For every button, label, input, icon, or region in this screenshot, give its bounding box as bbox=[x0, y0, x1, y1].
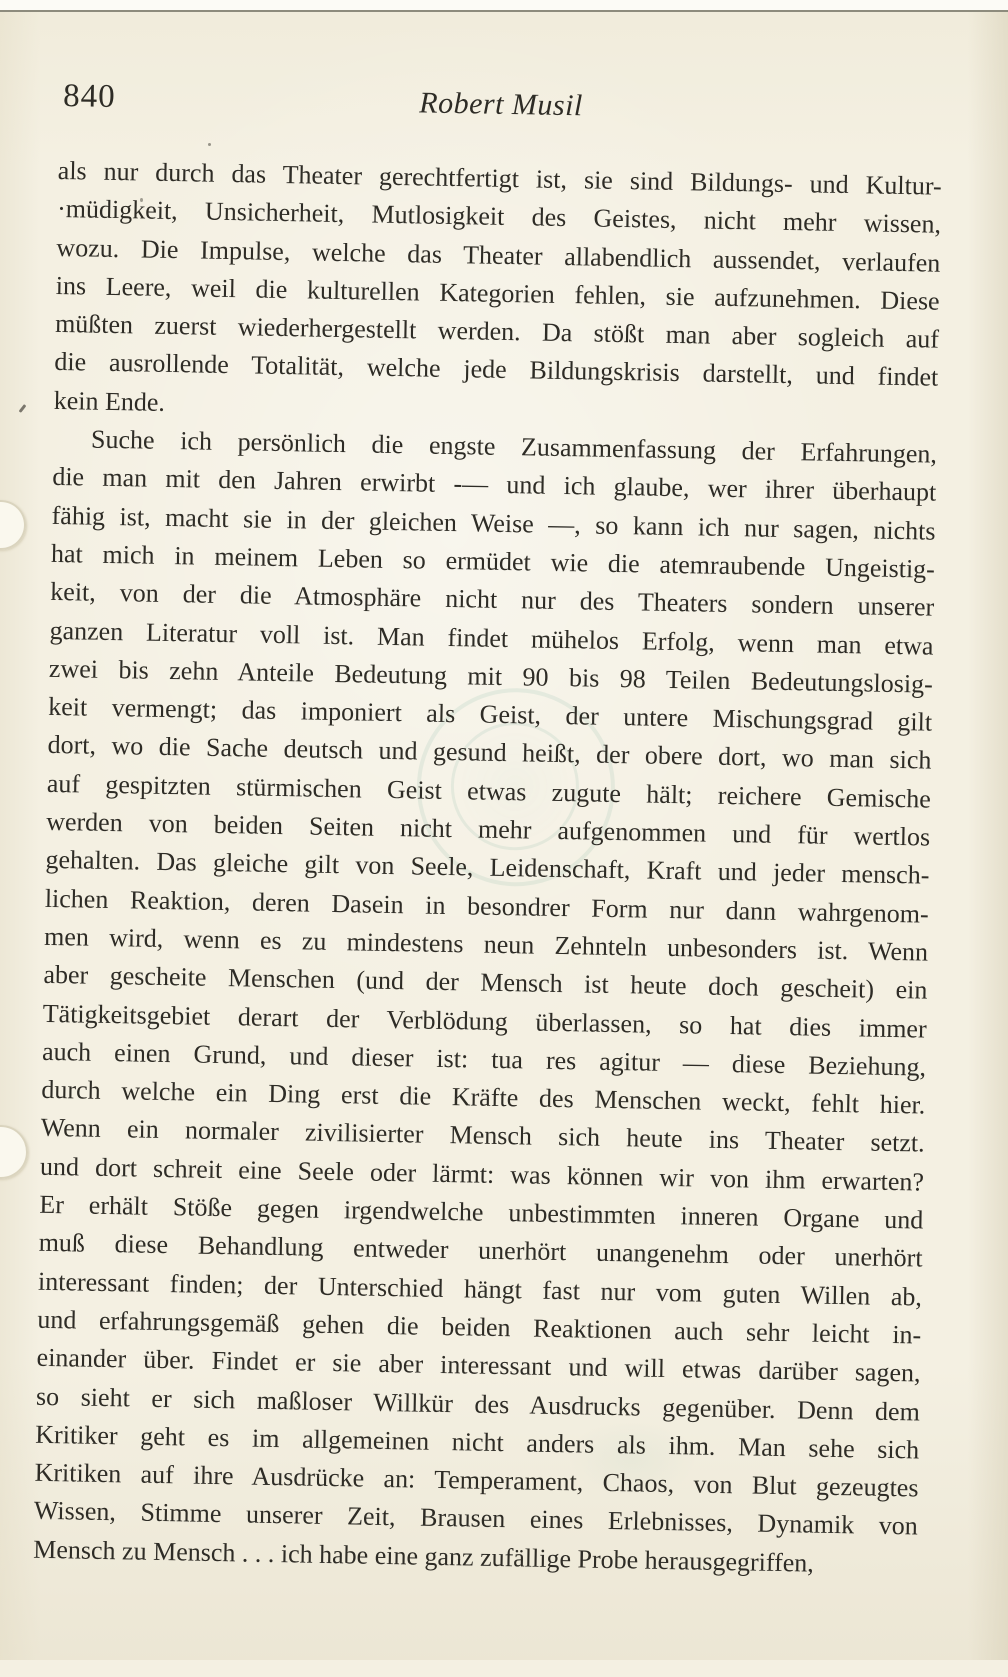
text-line: aber gescheite Menschen (und der Mensch ist heute doch gescheit) ein bbox=[43, 960, 928, 1005]
text-line: auch einen Grund, und dieser ist: tua res agitur — diese Beziehung, bbox=[41, 1036, 927, 1082]
text-line: müßten zuerst wiederhergestellt werden. Da stößt man aber sogleich auf bbox=[54, 309, 940, 354]
text-line: auf gespitzten stürmischen Geist etwas zugute hält; reichere Gemische bbox=[46, 768, 932, 814]
text-line: ·müdigkeit, Unsicherheit, Mutlosigkeit des Geistes, nicht mehr wissen, bbox=[56, 194, 942, 239]
text-line: keit, von der die Atmosphäre nicht nur des Theaters sondern unserer bbox=[50, 577, 935, 622]
text-line: interessant finden; der Unterschied hängt fast nur vom guten Willen ab, bbox=[37, 1266, 923, 1312]
text-line: durch welche ein Ding erst die Kräfte des Menschen weckt, fehlt hier. bbox=[41, 1074, 926, 1120]
text-line: zwei bis zehn Anteile Bedeutung mit 90 bis 98 Teilen Bedeutungslosig- bbox=[48, 653, 934, 699]
text-line: wozu. Die Impulse, welche das Theater allabendlich aussendet, verlaufen bbox=[56, 232, 941, 278]
text-line: die man mit den Jahren erwirbt -— und ich glaube, wer ihrer überhaupt bbox=[52, 462, 937, 508]
text-line: Tätigkeitsgebiet derart der Verblödung überlassen, so hat dies immer bbox=[42, 998, 927, 1044]
text-line: ganzen Literatur voll ist. Man findet mühelos Erfolg, wenn man etwa bbox=[49, 615, 934, 661]
text-line: und erfahrungsgemäß gehen die beiden Reaktionen auch sehr leicht in- bbox=[37, 1304, 922, 1350]
text-line: hat mich in meinem Leben so ermüdet wie die atemraubende Ungeistig- bbox=[50, 538, 936, 584]
scan-top-edge bbox=[0, 0, 1008, 12]
text-line: lichen Reaktion, deren Dasein in besondrer Form nur dann wahrgenom- bbox=[44, 883, 929, 929]
text-line: die ausrollende Totalität, welche jede Bildungskrisis darstellt, und findet bbox=[54, 347, 939, 393]
text-line: Kritiker geht es im allgemeinen nicht anders als ihm. Man sehe sich bbox=[35, 1419, 920, 1465]
scan-speck bbox=[208, 143, 211, 146]
text-line: gehalten. Das gleiche gilt von Seele, Leidenschaft, Kraft und jeder mensch- bbox=[45, 845, 930, 890]
text-line: Wissen, Stimme unserer Zeit, Brausen eines Erlebnisses, Dynamik von bbox=[33, 1496, 919, 1541]
text-line: Er erhält Stöße gegen irgendwelche unbestimmten inneren Organe und bbox=[39, 1189, 924, 1235]
text-line: werden von beiden Seiten nicht mehr aufgenommen und für wertlos bbox=[45, 806, 931, 852]
text-line: ins Leere, weil die kulturellen Kategorien fehlen, sie aufzunehmen. Diese bbox=[55, 270, 940, 316]
text-line: dort, wo die Sache deutsch und gesund heißt, der obere dort, wo man sich bbox=[47, 730, 932, 776]
text-line: Kritiken auf ihre Ausdrücke an: Temperament, Chaos, von Blut gezeugtes bbox=[34, 1457, 919, 1503]
text-line: einander über. Findet er sie aber interessant und will etwas darüber sagen, bbox=[36, 1342, 921, 1388]
running-head: Robert Musil bbox=[419, 86, 584, 123]
text-block bbox=[33, 152, 942, 1584]
text-line: Suche ich persönlich die engste Zusammenfassung der Erfahrungen, bbox=[90, 424, 938, 469]
scan-speck bbox=[140, 198, 143, 202]
page-number: 840 bbox=[62, 78, 116, 115]
text-line: so sieht er sich maßloser Willkür des Ausdrucks gegenüber. Denn dem bbox=[35, 1381, 921, 1427]
text-line: men wird, wenn es zu mindestens neun Zehnteln unbesonders ist. Wenn bbox=[43, 921, 929, 967]
text-line: Wenn ein normaler zivilisierter Mensch sich heute ins Theater setzt. bbox=[40, 1113, 925, 1158]
text-line: Mensch zu Mensch . . . ich habe eine ganz zufällige Probe herausgegriffen, bbox=[33, 1534, 815, 1578]
text-line: keit vermengt; das imponiert als Geist, der untere Mischungsgrad gilt bbox=[48, 692, 933, 737]
text-line: und dort schreit eine Seele oder lärmt: was können wir von ihm erwarten? bbox=[39, 1151, 925, 1197]
text-line: kein Ende. bbox=[53, 385, 166, 417]
text-line: fähig ist, macht sie in der gleichen Weise —, so kann ich nur sagen, nichts bbox=[51, 500, 936, 546]
text-line: muß diese Behandlung entweder unerhört unangenehm oder unerhört bbox=[38, 1228, 923, 1273]
text-line: als nur durch das Theater gerechtfertigt ist, sie sind Bildungs- und Kultur- bbox=[57, 155, 942, 201]
